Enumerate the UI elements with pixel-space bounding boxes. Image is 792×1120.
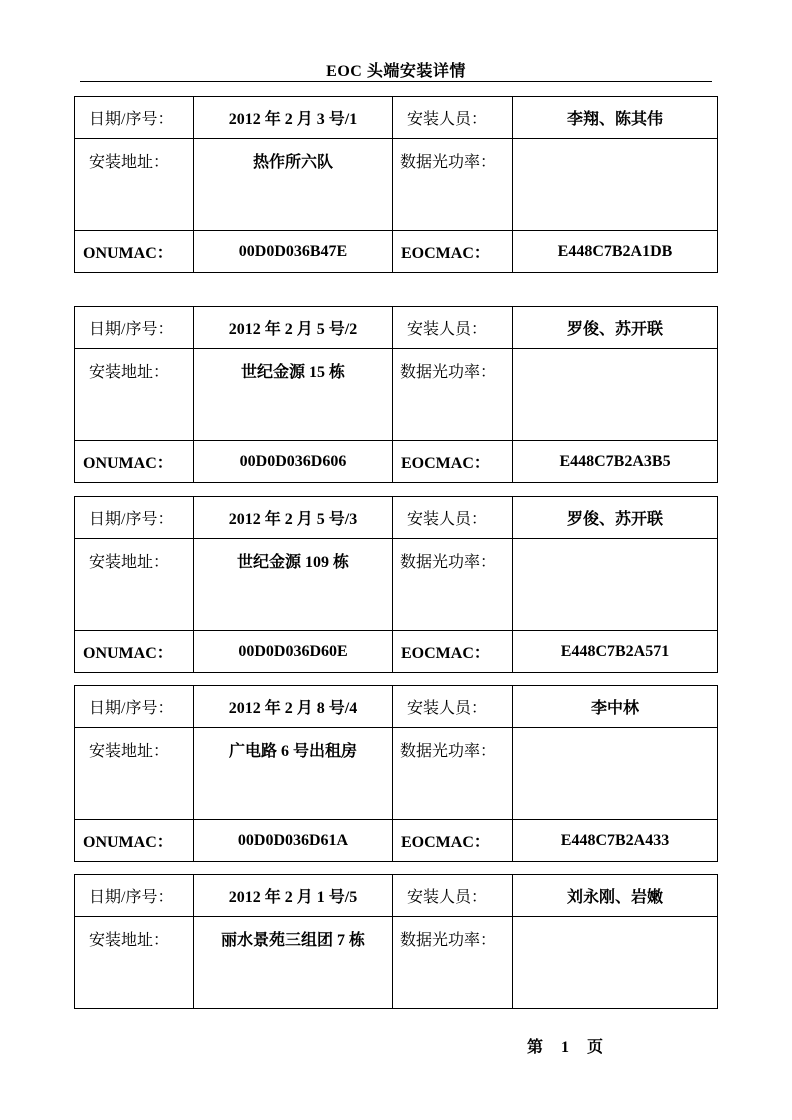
date-seq-value: 2012 年 2 月 1 号/5 bbox=[194, 875, 393, 917]
eocmac-value: E448C7B2A3B5 bbox=[513, 441, 718, 483]
address-value: 热作所六队 bbox=[194, 139, 393, 231]
address-label: 安装地址： bbox=[75, 917, 194, 1009]
installer-value: 罗俊、苏开联 bbox=[513, 497, 718, 539]
eocmac-value: E448C7B2A1DB bbox=[513, 231, 718, 273]
date-seq-value: 2012 年 2 月 8 号/4 bbox=[194, 686, 393, 728]
address-label: 安装地址： bbox=[75, 349, 194, 441]
address-label: 安装地址： bbox=[75, 728, 194, 820]
installer-value: 李翔、陈其伟 bbox=[513, 97, 718, 139]
address-value: 广电路 6 号出租房 bbox=[194, 728, 393, 820]
record-table bbox=[74, 685, 718, 862]
address-label: 安装地址： bbox=[75, 539, 194, 631]
date-seq-label: 日期/序号： bbox=[75, 97, 194, 139]
installer-label: 安装人员： bbox=[393, 97, 513, 139]
installer-label: 安装人员： bbox=[393, 686, 513, 728]
record-table bbox=[74, 306, 718, 483]
installer-label: 安装人员： bbox=[393, 307, 513, 349]
onumac-value: 00D0D036D61A bbox=[194, 820, 393, 862]
onumac-label: ONUMAC： bbox=[75, 441, 194, 483]
page-number-value: 1 bbox=[561, 1039, 570, 1056]
date-seq-value: 2012 年 2 月 5 号/2 bbox=[194, 307, 393, 349]
installer-label: 安装人员： bbox=[393, 497, 513, 539]
page-number bbox=[527, 1034, 603, 1057]
page-title: EOC 头端安装详情 bbox=[326, 63, 466, 80]
optical-power-label: 数据光功率： bbox=[393, 917, 513, 1009]
installer-label: 安装人员： bbox=[393, 875, 513, 917]
page-suffix: 页 bbox=[587, 1039, 604, 1056]
eocmac-value: E448C7B2A571 bbox=[513, 631, 718, 673]
address-value: 世纪金源 109 栋 bbox=[194, 539, 393, 631]
installer-value: 罗俊、苏开联 bbox=[513, 307, 718, 349]
onumac-value: 00D0D036B47E bbox=[194, 231, 393, 273]
address-value: 世纪金源 15 栋 bbox=[194, 349, 393, 441]
address-label: 安装地址： bbox=[75, 139, 194, 231]
date-seq-label: 日期/序号： bbox=[75, 307, 194, 349]
date-seq-label: 日期/序号： bbox=[75, 686, 194, 728]
optical-power-label: 数据光功率： bbox=[393, 139, 513, 231]
eocmac-value: E448C7B2A433 bbox=[513, 820, 718, 862]
onumac-label: ONUMAC： bbox=[75, 631, 194, 673]
optical-power-value bbox=[513, 539, 718, 631]
onumac-value: 00D0D036D606 bbox=[194, 441, 393, 483]
installer-value: 李中林 bbox=[513, 686, 718, 728]
onumac-label: ONUMAC： bbox=[75, 231, 194, 273]
optical-power-value bbox=[513, 917, 718, 1009]
optical-power-value bbox=[513, 728, 718, 820]
optical-power-value bbox=[513, 139, 718, 231]
optical-power-label: 数据光功率： bbox=[393, 728, 513, 820]
date-seq-label: 日期/序号： bbox=[75, 497, 194, 539]
onumac-label: ONUMAC： bbox=[75, 820, 194, 862]
optical-power-label: 数据光功率： bbox=[393, 349, 513, 441]
record-table bbox=[74, 496, 718, 673]
date-seq-value: 2012 年 2 月 5 号/3 bbox=[194, 497, 393, 539]
eocmac-label: EOCMAC： bbox=[393, 441, 513, 483]
eocmac-label: EOCMAC： bbox=[393, 820, 513, 862]
page-prefix: 第 bbox=[527, 1039, 544, 1056]
optical-power-label: 数据光功率： bbox=[393, 539, 513, 631]
address-value: 丽水景苑三组团 7 栋 bbox=[194, 917, 393, 1009]
eocmac-label: EOCMAC： bbox=[393, 631, 513, 673]
record-table bbox=[74, 874, 718, 1009]
onumac-value: 00D0D036D60E bbox=[194, 631, 393, 673]
header-rule bbox=[80, 81, 712, 82]
record-table bbox=[74, 96, 718, 273]
installer-value: 刘永刚、岩嫩 bbox=[513, 875, 718, 917]
date-seq-label: 日期/序号： bbox=[75, 875, 194, 917]
date-seq-value: 2012 年 2 月 3 号/1 bbox=[194, 97, 393, 139]
eocmac-label: EOCMAC： bbox=[393, 231, 513, 273]
optical-power-value bbox=[513, 349, 718, 441]
